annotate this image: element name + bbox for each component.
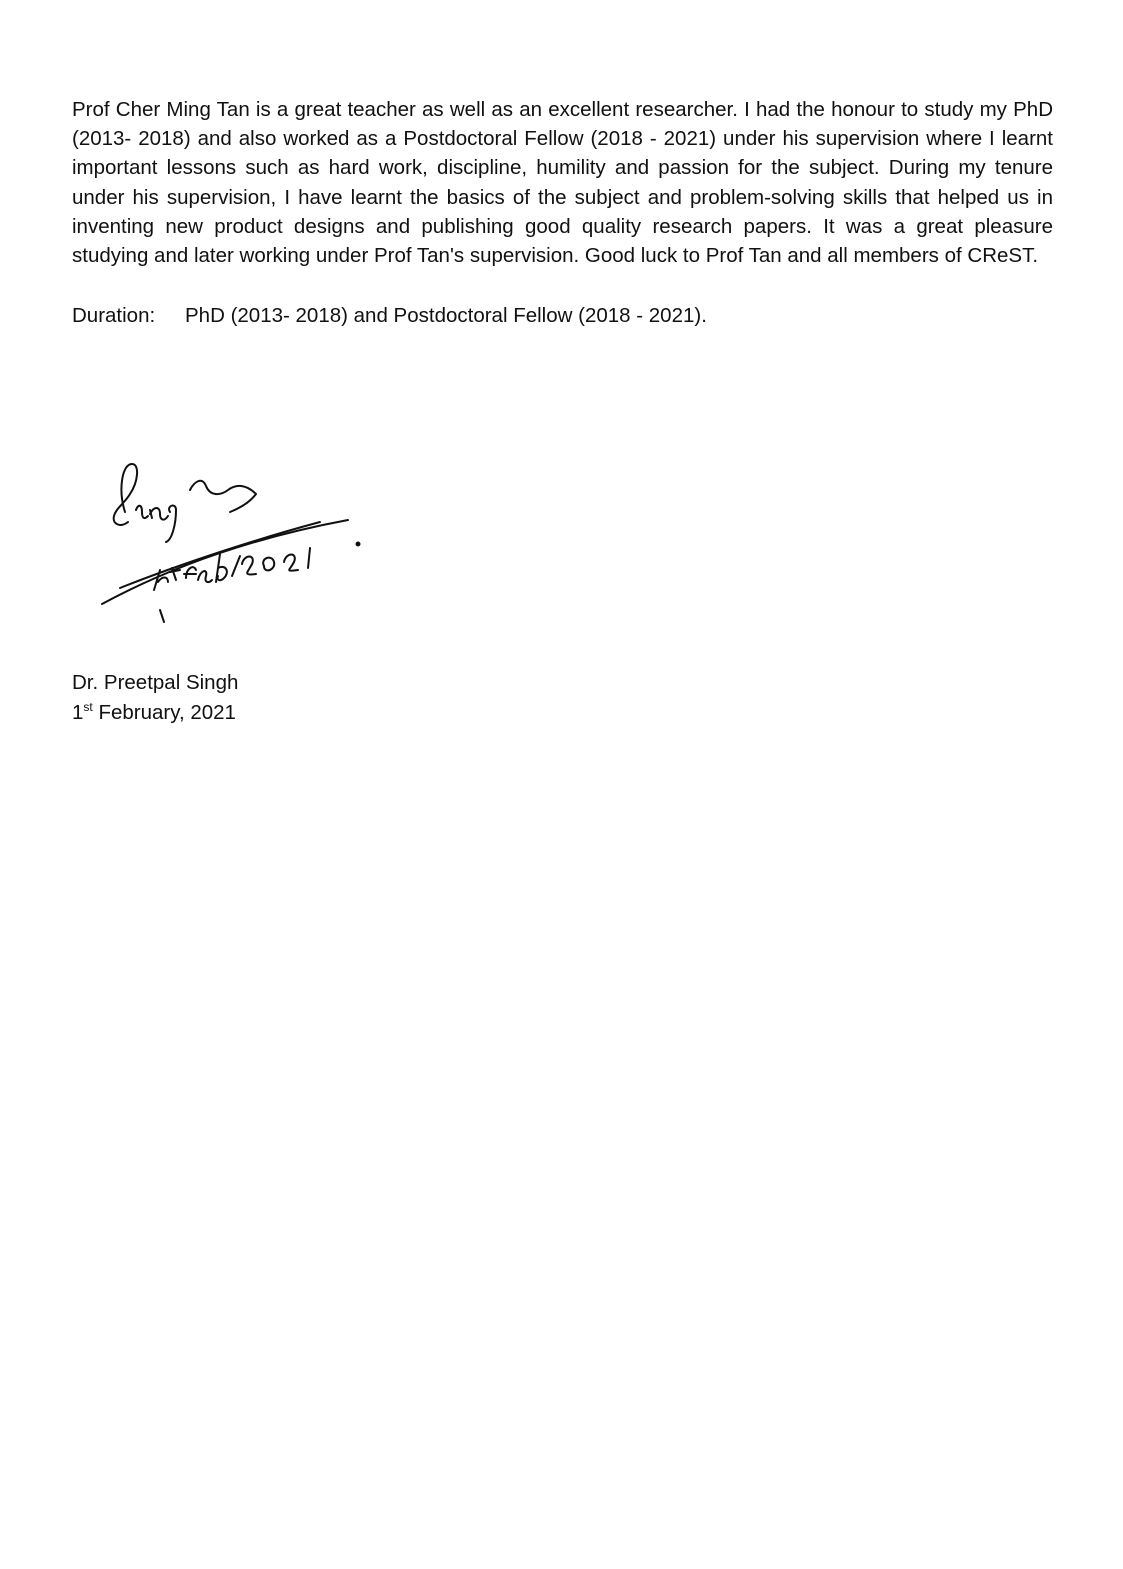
signer-name: Dr. Preetpal Singh xyxy=(72,671,239,694)
signer-date-suffix: st xyxy=(83,699,93,714)
handwritten-signature xyxy=(80,450,380,630)
letter-body-paragraph: Prof Cher Ming Tan is a great teacher as well as an excellent researcher. I had the honour to study my PhD (2013- 2018) and also worked as a Postdoctoral Fellow (2018 - 2021) under his supervision where I learnt important lessons such as hard work, discipline, humility and passion for the subject. During my tenure under his supervision, I have learnt the basics of the subject and problem-solving skills that helped us in inventing new product designs and publishing good quality research papers. It was a great pleasure studying and later working under Prof Tan's supervision. Good luck to Prof Tan and all members of CReST. xyxy=(72,98,1053,268)
signer-date-day: 1 xyxy=(72,700,84,724)
signer-date-rest: February, 2021 xyxy=(92,700,236,724)
signer-date xyxy=(72,698,238,728)
signer-block xyxy=(72,668,238,727)
duration-label: Duration: xyxy=(72,304,156,327)
duration-line xyxy=(72,301,707,330)
duration-value: PhD (2013- 2018) and Postdoctoral Fellow (2018 - 2021). xyxy=(185,304,707,327)
